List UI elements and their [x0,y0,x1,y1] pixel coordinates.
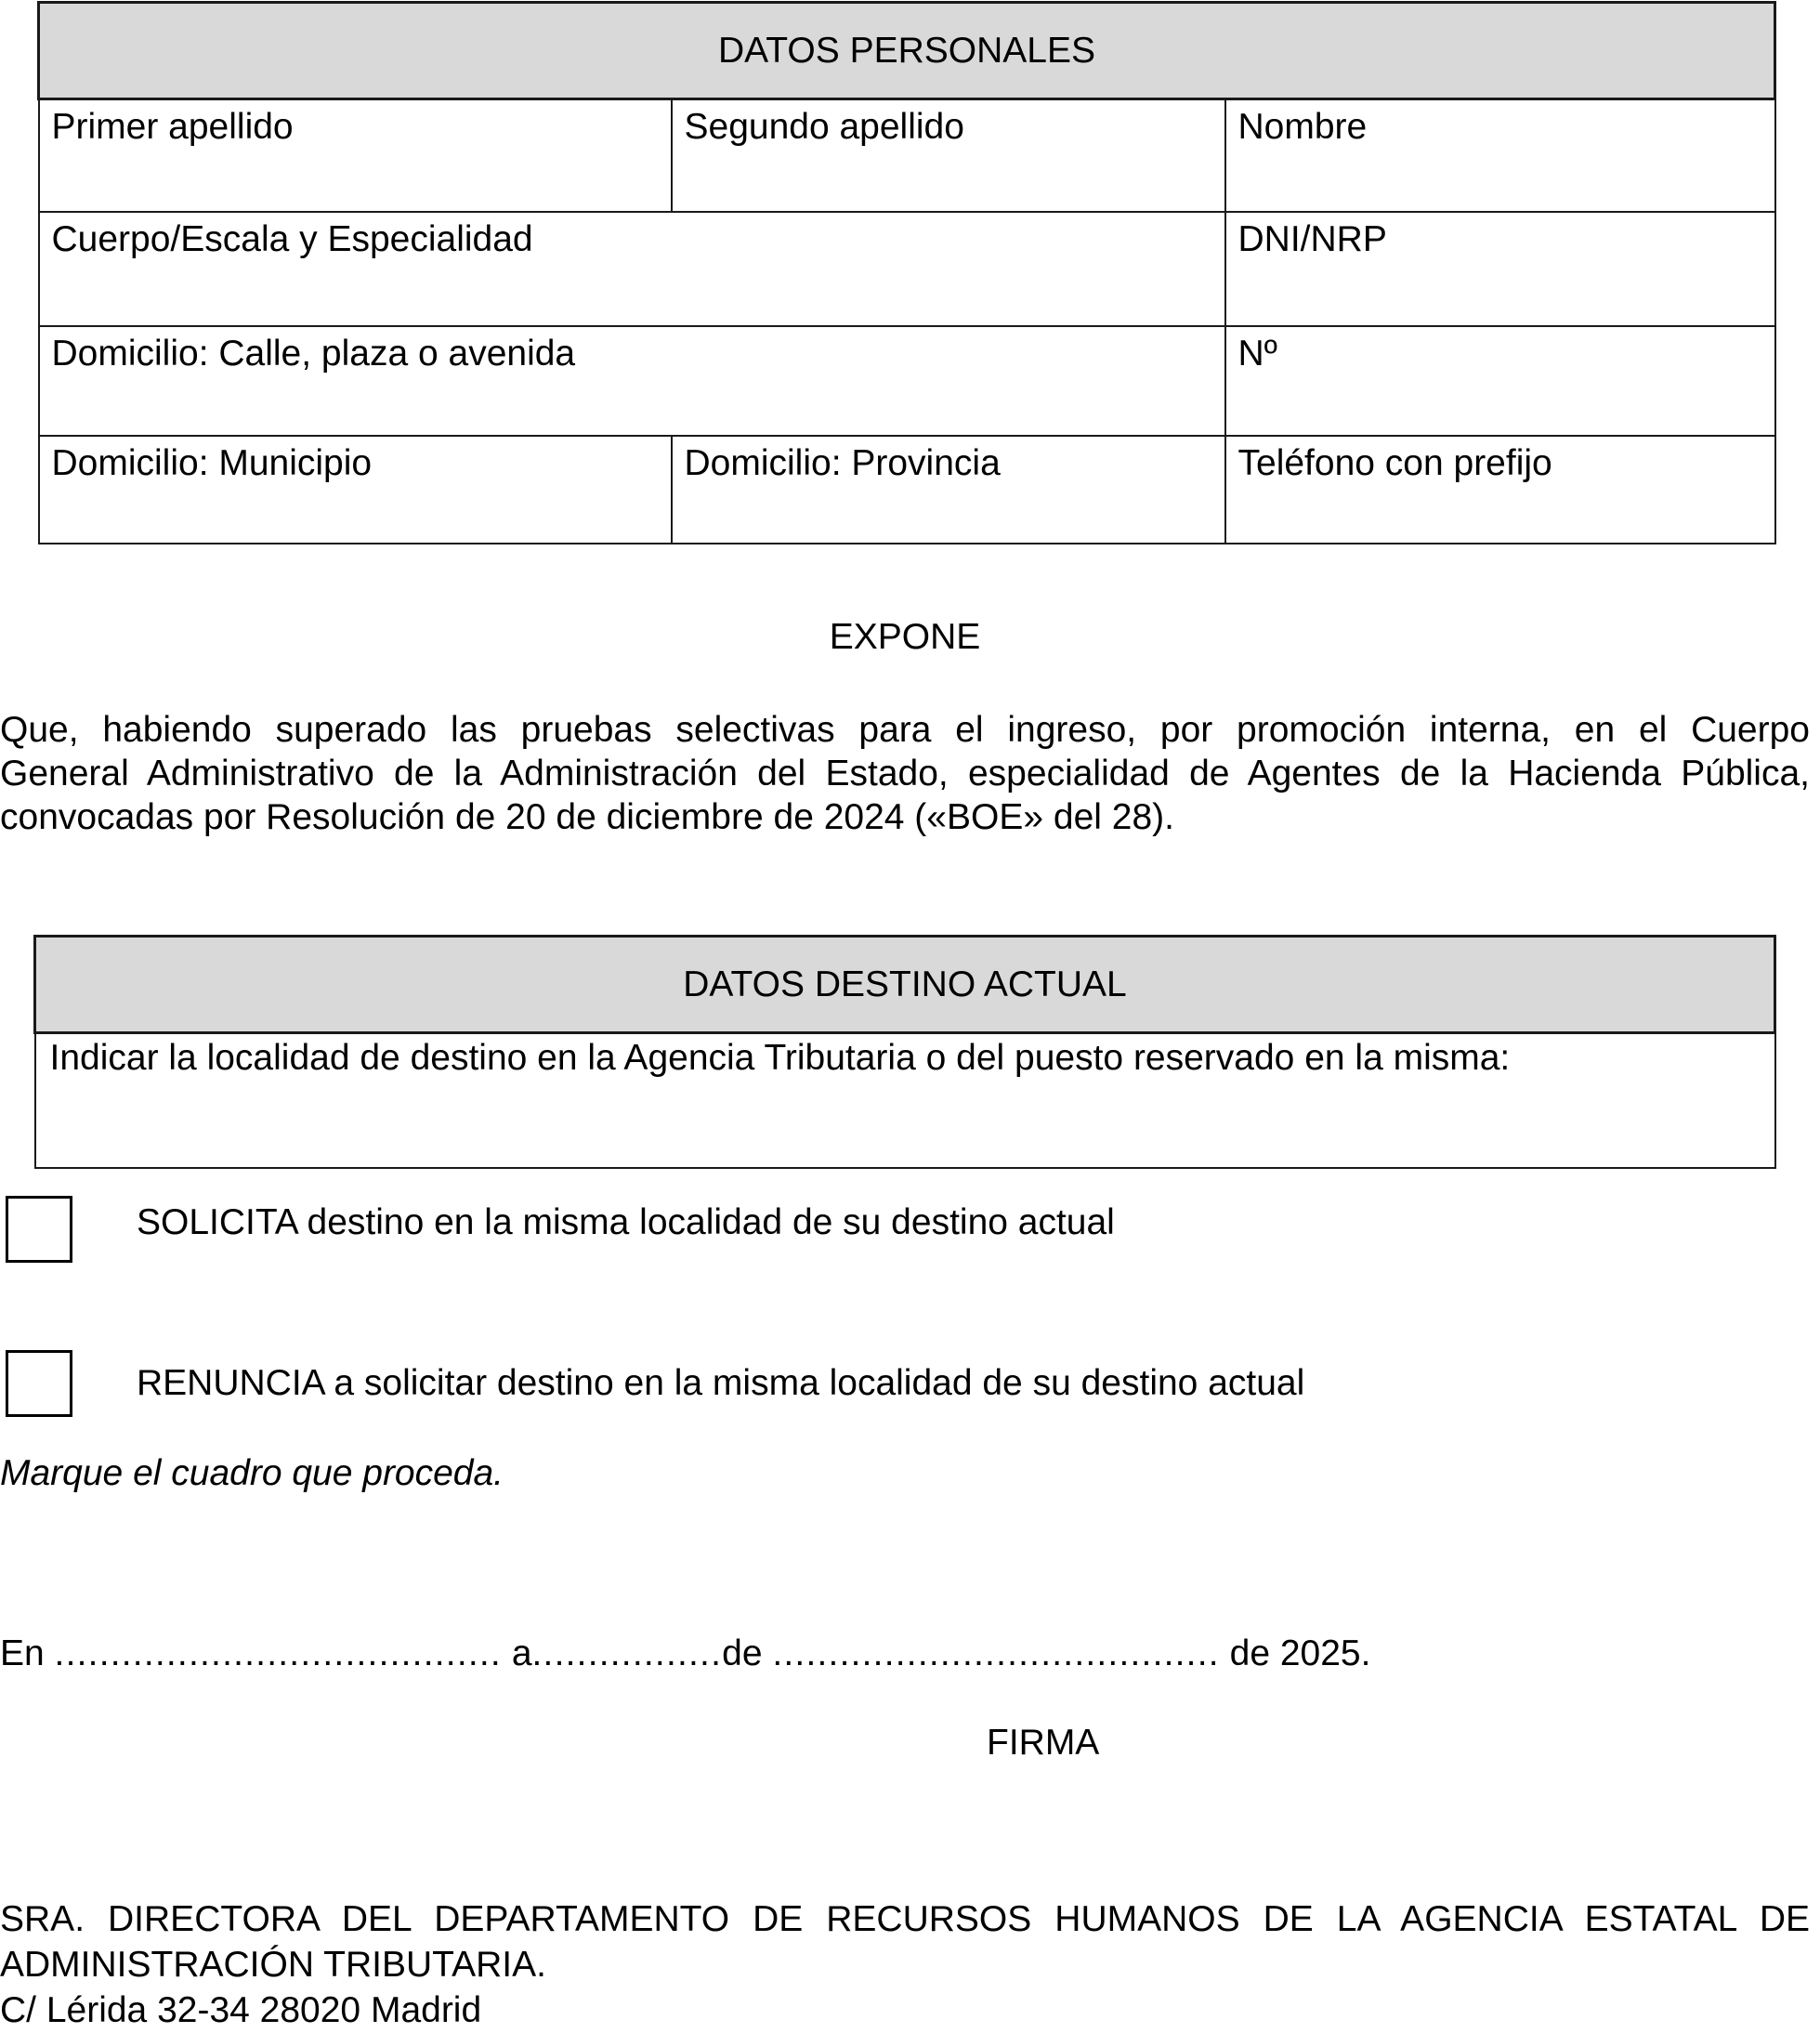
label-segundo-apellido: Segundo apellido [684,107,964,147]
expone-paragraph-line-1: Que, habiendo superado las pruebas selectivas para el ingreso, por promoción interna, en el Cuerpo [0,710,1810,750]
field-segundo-apellido[interactable] [672,99,1225,212]
field-destination-locality[interactable] [35,1033,1775,1168]
current-destination-title: DATOS DESTINO ACTUAL [683,964,1127,1004]
solicita-label: SOLICITA destino en la misma localidad de su destino actual [137,1202,1115,1242]
label-cuerpo-escala: Cuerpo/Escala y Especialidad [51,218,533,259]
expone-heading: EXPONE [829,617,981,657]
instruction-note: Marque el cuadro que proceda. [0,1453,504,1493]
label-telefono: Teléfono con prefijo [1237,442,1552,483]
personal-data-title: DATOS PERSONALES [718,30,1096,71]
field-primer-apellido[interactable] [39,99,672,212]
field-dni-nrp[interactable] [1225,212,1775,326]
month-blank[interactable]: ........................................ [772,1633,1220,1673]
label-domicilio-calle: Domicilio: Calle, plaza o avenida [51,333,576,374]
field-telefono[interactable] [1225,436,1775,544]
label-municipio: Domicilio: Municipio [51,442,373,483]
expone-paragraph-line-2: General Administrativo de la Administración del Estado, especialidad de Agentes de la Hacienda Pública, [0,754,1810,794]
field-municipio[interactable] [39,436,672,544]
renuncia-checkbox[interactable] [6,1350,72,1417]
label-nombre: Nombre [1237,107,1368,147]
solicita-checkbox[interactable] [6,1196,72,1263]
label-dni-nrp: DNI/NRP [1237,218,1387,259]
renuncia-label: RENUNCIA a solicitar destino en la misma localidad de su destino actual [137,1363,1305,1403]
field-provincia[interactable] [672,436,1225,544]
personal-data-header [39,3,1775,99]
date-de-label: de [722,1633,763,1673]
field-nombre[interactable] [1225,99,1775,212]
signature-label: FIRMA [987,1723,1100,1763]
current-destination-table [33,935,1776,1169]
current-destination-header [35,937,1775,1033]
date-line [0,1632,1370,1676]
label-primer-apellido: Primer apellido [51,107,294,147]
place-blank[interactable]: ........................................ [54,1633,502,1673]
date-a-label: a [511,1633,532,1673]
field-cuerpo-escala[interactable] [39,212,1225,326]
label-provincia: Domicilio: Provincia [684,442,1001,483]
label-numero: Nº [1237,333,1277,374]
date-year-label: de 2025. [1229,1633,1371,1673]
expone-paragraph-line-3: convocadas por Resolución de 20 de diciembre de 2024 («BOE» del 28). [0,797,1174,837]
addressee-line-2: ADMINISTRACIÓN TRIBUTARIA. [0,1945,546,1985]
date-en-label: En [0,1633,45,1673]
addressee-line-1: SRA. DIRECTORA DEL DEPARTAMENTO DE RECURSOS HUMANOS DE LA AGENCIA ESTATAL DE [0,1899,1810,1939]
field-domicilio-calle[interactable] [39,326,1225,436]
day-blank[interactable]: ................. [531,1633,723,1673]
addressee-address: C/ Lérida 32-34 28020 Madrid [0,1990,482,2030]
field-numero[interactable] [1225,326,1775,436]
personal-data-table [37,1,1776,544]
label-destination-locality: Indicar la localidad de destino en la Agencia Tributaria o del puesto reservado en la misma: [49,1038,1511,1078]
